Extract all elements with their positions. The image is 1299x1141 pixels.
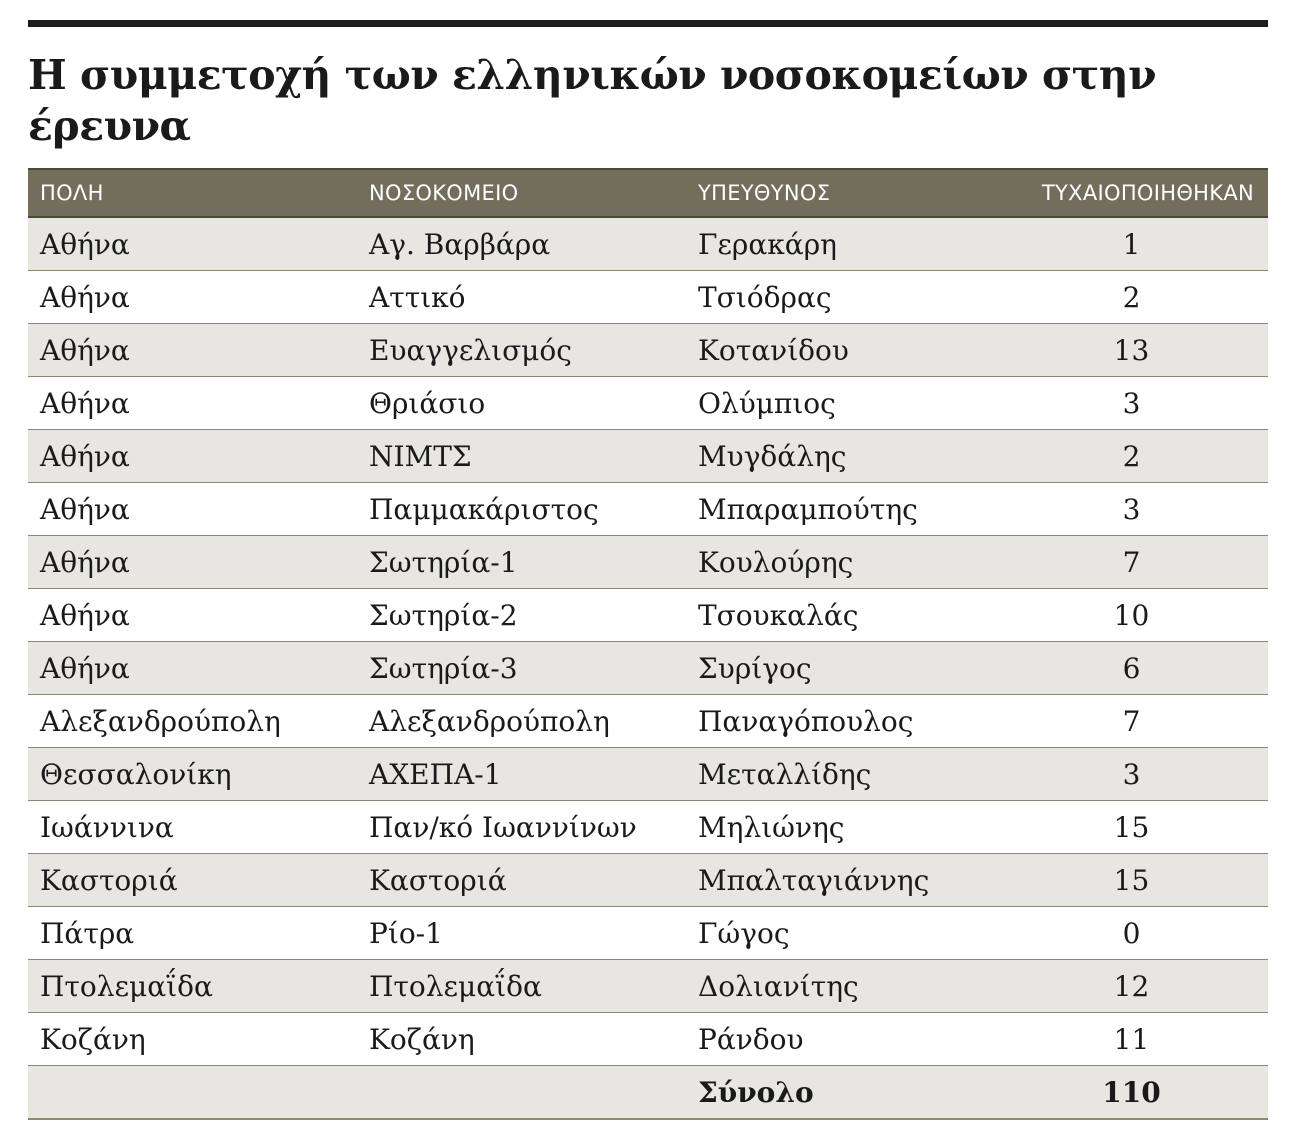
table-row [28, 907, 1268, 960]
cell-randomized: 12 [1015, 960, 1268, 1013]
cell-lead: Μπαλταγιάννης [686, 854, 1015, 907]
total-label: Σύνολο [686, 1066, 1015, 1120]
cell-randomized: 3 [1015, 377, 1268, 430]
cell-city: Αθήνα [28, 377, 357, 430]
top-rule [28, 20, 1268, 27]
cell-city: Ιωάννινα [28, 801, 357, 854]
total-value: 110 [1015, 1066, 1268, 1120]
cell-randomized: 15 [1015, 801, 1268, 854]
cell-hospital: Σωτηρία-2 [357, 589, 686, 642]
cell-lead: Κουλούρης [686, 536, 1015, 589]
table-row [28, 324, 1268, 377]
cell-city: Αθήνα [28, 483, 357, 536]
cell-hospital: Σωτηρία-3 [357, 642, 686, 695]
total-row [28, 1066, 1268, 1120]
cell-lead: Τσιόδρας [686, 271, 1015, 324]
cell-hospital: Παμμακάριστος [357, 483, 686, 536]
table-row [28, 377, 1268, 430]
cell-lead: Παναγόπουλος [686, 695, 1015, 748]
table-row [28, 695, 1268, 748]
cell-hospital: ΝΙΜΤΣ [357, 430, 686, 483]
table-row [28, 854, 1268, 907]
total-empty-2 [357, 1066, 686, 1120]
cell-lead: Μηλιώνης [686, 801, 1015, 854]
table-row [28, 589, 1268, 642]
table-footer [28, 1066, 1268, 1120]
cell-randomized: 3 [1015, 483, 1268, 536]
table-row [28, 536, 1268, 589]
cell-lead: Μυγδάλης [686, 430, 1015, 483]
cell-city: Αθήνα [28, 430, 357, 483]
cell-lead: Μεταλλίδης [686, 748, 1015, 801]
table-header [28, 169, 1268, 217]
table-body [28, 217, 1268, 1066]
cell-city: Αθήνα [28, 217, 357, 271]
cell-hospital: Παν/κό Ιωαννίνων [357, 801, 686, 854]
cell-randomized: 13 [1015, 324, 1268, 377]
cell-city: Αθήνα [28, 589, 357, 642]
cell-city: Κοζάνη [28, 1013, 357, 1066]
cell-hospital: Αλεξανδρούπολη [357, 695, 686, 748]
cell-lead: Γώγος [686, 907, 1015, 960]
cell-city: Αθήνα [28, 536, 357, 589]
cell-city: Θεσσαλονίκη [28, 748, 357, 801]
cell-hospital: Κοζάνη [357, 1013, 686, 1066]
cell-lead: Ράνδου [686, 1013, 1015, 1066]
cell-randomized: 2 [1015, 430, 1268, 483]
cell-hospital: Θριάσιο [357, 377, 686, 430]
table-row [28, 430, 1268, 483]
header-city: ΠΟΛΗ [28, 169, 357, 217]
cell-city: Αλεξανδρούπολη [28, 695, 357, 748]
table-row [28, 642, 1268, 695]
cell-lead: Συρίγος [686, 642, 1015, 695]
header-hospital: ΝΟΣΟΚΟΜΕΙΟ [357, 169, 686, 217]
cell-lead: Ολύμπιος [686, 377, 1015, 430]
cell-hospital: Πτολεμαΐδα [357, 960, 686, 1013]
cell-randomized: 1 [1015, 217, 1268, 271]
cell-city: Πτολεμαΐδα [28, 960, 357, 1013]
cell-city: Αθήνα [28, 642, 357, 695]
cell-hospital: Ρίο-1 [357, 907, 686, 960]
cell-lead: Μπαραμπούτης [686, 483, 1015, 536]
table-row [28, 960, 1268, 1013]
table-row [28, 1013, 1268, 1066]
cell-randomized: 10 [1015, 589, 1268, 642]
table-row [28, 748, 1268, 801]
cell-randomized: 0 [1015, 907, 1268, 960]
cell-randomized: 6 [1015, 642, 1268, 695]
cell-randomized: 7 [1015, 695, 1268, 748]
cell-hospital: Αγ. Βαρβάρα [357, 217, 686, 271]
cell-lead: Τσουκαλάς [686, 589, 1015, 642]
cell-randomized: 3 [1015, 748, 1268, 801]
total-empty-1 [28, 1066, 357, 1120]
cell-randomized: 2 [1015, 271, 1268, 324]
header-randomized: ΤΥΧΑΙΟΠΟΙΗΘΗΚΑΝ [1015, 169, 1268, 217]
header-row [28, 169, 1268, 217]
cell-randomized: 15 [1015, 854, 1268, 907]
cell-hospital: Ευαγγελισμός [357, 324, 686, 377]
cell-city: Πάτρα [28, 907, 357, 960]
cell-lead: Κοτανίδου [686, 324, 1015, 377]
cell-hospital: Σωτηρία-1 [357, 536, 686, 589]
table-row [28, 271, 1268, 324]
table-row [28, 483, 1268, 536]
cell-hospital: Καστοριά [357, 854, 686, 907]
chart-title: Η συμμετοχή των ελληνικών νοσοκομείων στην έρευνα [28, 51, 1157, 150]
cell-hospital: Αττικό [357, 271, 686, 324]
cell-randomized: 11 [1015, 1013, 1268, 1066]
header-lead: ΥΠΕΥΘΥΝΟΣ [686, 169, 1015, 217]
cell-lead: Γερακάρη [686, 217, 1015, 271]
table-row [28, 217, 1268, 271]
cell-hospital: ΑΧΕΠΑ-1 [357, 748, 686, 801]
cell-lead: Δολιανίτης [686, 960, 1015, 1013]
table-row [28, 801, 1268, 854]
cell-city: Αθήνα [28, 324, 357, 377]
cell-randomized: 7 [1015, 536, 1268, 589]
cell-city: Αθήνα [28, 271, 357, 324]
cell-city: Καστοριά [28, 854, 357, 907]
hospital-table [28, 168, 1268, 1120]
